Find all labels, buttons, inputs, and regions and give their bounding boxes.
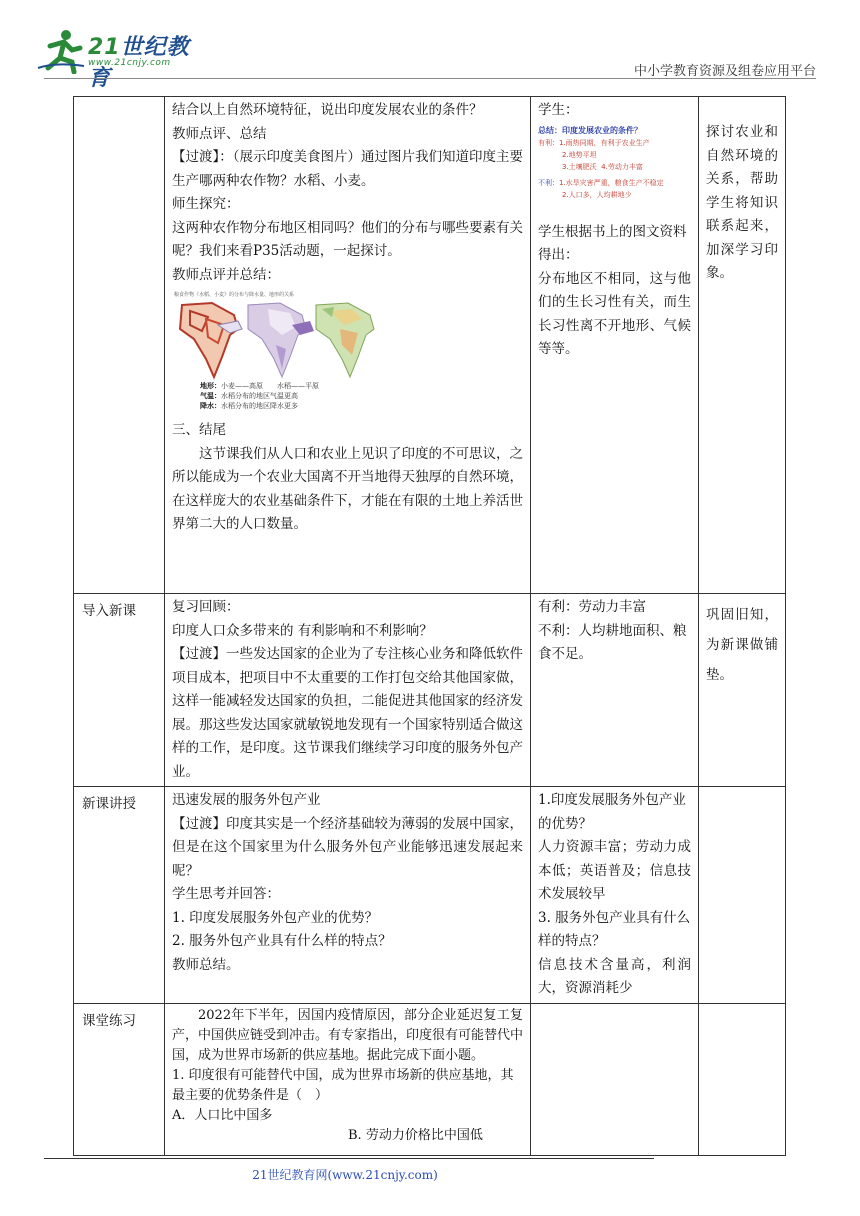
summary-disadvantage-2: 2.人口多，人均耕地少 [562,190,632,199]
table-row [74,97,786,594]
paragraph: 教师总结。 [172,956,240,973]
table-row [74,594,786,787]
paragraph: 有利：劳动力丰富 [538,599,646,615]
teacher-activity-cell [165,97,531,594]
maps-title: 粮食作物《水稻、小麦》的分布与降水量、地形的关系 [174,292,295,298]
maps-caption [172,381,380,411]
exercise-options [172,1106,523,1146]
paragraph: 人力资源丰富；劳动力成本低；英语普及；信息技术发展较早 [538,839,691,902]
paragraph: 巩固旧知，为新课做铺垫。 [706,607,778,683]
student-activity-cell [531,594,699,787]
caption-temperature: 气温：水稻分布的地区气温更高 [200,392,298,400]
caption-terrain: 地形：小麦——高原 水稻——平原 [200,382,319,390]
stage-cell: 课堂练习 [74,1003,165,1155]
summary-advantage-2: 2.地势平坦 [562,150,597,159]
teacher-activity-cell [165,594,531,787]
student-label: 学生： [538,102,579,118]
paragraph: 1.印度发展服务外包产业的优势？ [538,792,686,832]
caption-rainfall: 降水：水稻分布的地区降水更多 [200,402,298,410]
design-intent-cell [699,97,786,594]
footer-text[interactable]: 21世纪教育网(www.21cnjy.com) [252,1168,438,1182]
paragraph: 【过渡】印度其实是一个经济基础较为薄弱的发展中国家，但是在这个国家里为什么服务外包产业能够迅速发展起来呢？ [172,815,523,879]
paragraph: 3. 服务外包产业具有什么样的特点？ [538,909,691,949]
paragraph: 2. 服务外包产业具有什么样的特点？ [172,933,392,949]
teacher-activity-cell [165,1003,531,1155]
student-activity-cell [531,787,699,1004]
paragraph: 学生思考并回答： [172,886,280,902]
crop-distribution-maps [172,291,380,415]
paragraph: 信息技术含量高，利润大，资源消耗少 [538,956,691,996]
paragraph: 探讨农业和自然环境的关系，帮助学生将知识联系起来，加深学习印象。 [706,124,778,281]
stage-cell: 导入新课 [74,594,165,787]
platform-name: 中小学教育资源及组卷应用平台 [633,64,816,79]
header-divider [44,78,816,79]
summary-advantage-3: 3.土壤肥沃 4.劳动力丰富 [562,162,643,171]
student-activity-cell [531,1003,699,1155]
exercise-question: 1. 印度很有可能替代中国，成为世界市场新的供应基地，其最主要的优势条件是（ ） [172,1067,514,1103]
summary-advantage-1: 有利：1.雨热同期，有利于农业生产 [538,138,650,147]
paragraph: 教师点评并总结： [172,266,280,283]
design-intent-cell [699,787,786,1004]
table-row [74,787,786,1004]
footer-divider [44,1158,654,1159]
stage-cell: 新课讲授 [74,787,165,1004]
paragraph: 1. 印度发展服务外包产业的优势？ [172,909,379,926]
paragraph: 这节课我们从人口和农业上见识了印度的不可思议，之所以能成为一个农业大国离不开当地得天独厚的自然环境，在这样庞大的农业基础条件下，才能在有限的土地上养活世界第二大的人口数量。 [172,445,523,532]
paragraph: 结合以上自然环境特征，说出印度发展农业的条件？ [172,102,483,118]
table-row [74,1003,786,1155]
paragraph: 分布地区不相同，这与他们的生长习性有关，而生长习性离不开地形、气候等等。 [538,270,691,357]
design-intent-cell [699,594,786,787]
summary-disadvantage-1: 不利：1.水旱灾害严重，粮食生产不稳定 [538,178,664,187]
paragraph: 【过渡】一些发达国家的企业为了专注核心业务和降低软件项目成本，把项目中不太重要的工作打包交给其他国家做，这样一能减轻发达国家的负担，二能促进其他国家的经济发展。那这些发达国家就敏锐地发现有一个国家特别适合做这样的工作，是印度。这节课我们继续学习印度的服务外包产业。 [172,646,523,780]
lesson-plan-table [73,96,786,1156]
student-activity-cell [531,97,699,594]
logo-url: www.21cnjy.com [88,58,171,68]
running-figure-icon [36,28,86,74]
site-logo[interactable] [36,28,211,91]
paragraph: 迅速发展的服务外包产业 [172,792,321,808]
summary-title: 总结：印度发展农业的条件？ [538,125,642,135]
paragraph: 【过渡】：（展示印度美食图片）通过图片我们知道印度主要生产哪两种农作物？水稻、小麦。 [172,149,523,189]
page-header [0,0,860,91]
paragraph: 这两种农作物分布地区相同吗？他们的分布与哪些要素有关呢？我们来看P35活动题，一起探讨。 [172,219,523,259]
paragraph: 不利：人均耕地面积、粮食不足。 [538,622,687,662]
paragraph: 师生探究： [172,196,240,212]
paragraph: 学生根据书上的图文资料得出： [538,223,687,263]
exercise-intro: 2022年下半年，因国内疫情原因，部分企业延迟复工复产，中国供应链受到冲击。有专家指出，印度很有可能替代中国，成为世界市场新的供应基地。据此完成下面小题。 [172,1007,524,1063]
agriculture-summary-image [538,125,688,211]
paragraph: 教师点评、总结 [172,125,267,142]
paragraph: 印度人口众多带来的 有利影响和不利影响？ [172,622,433,639]
option-b: B. 劳动力价格比中国低 [348,1127,483,1143]
paragraph: 复习回顾： [172,599,240,615]
stage-cell [74,97,165,594]
design-intent-cell [699,1003,786,1155]
section-heading: 三、结尾 [172,422,226,438]
logo-text: 21世纪教育 [88,35,190,91]
india-maps-image [172,299,380,381]
teacher-activity-cell [165,787,531,1004]
option-a: A．人口比中国多 [172,1107,273,1123]
